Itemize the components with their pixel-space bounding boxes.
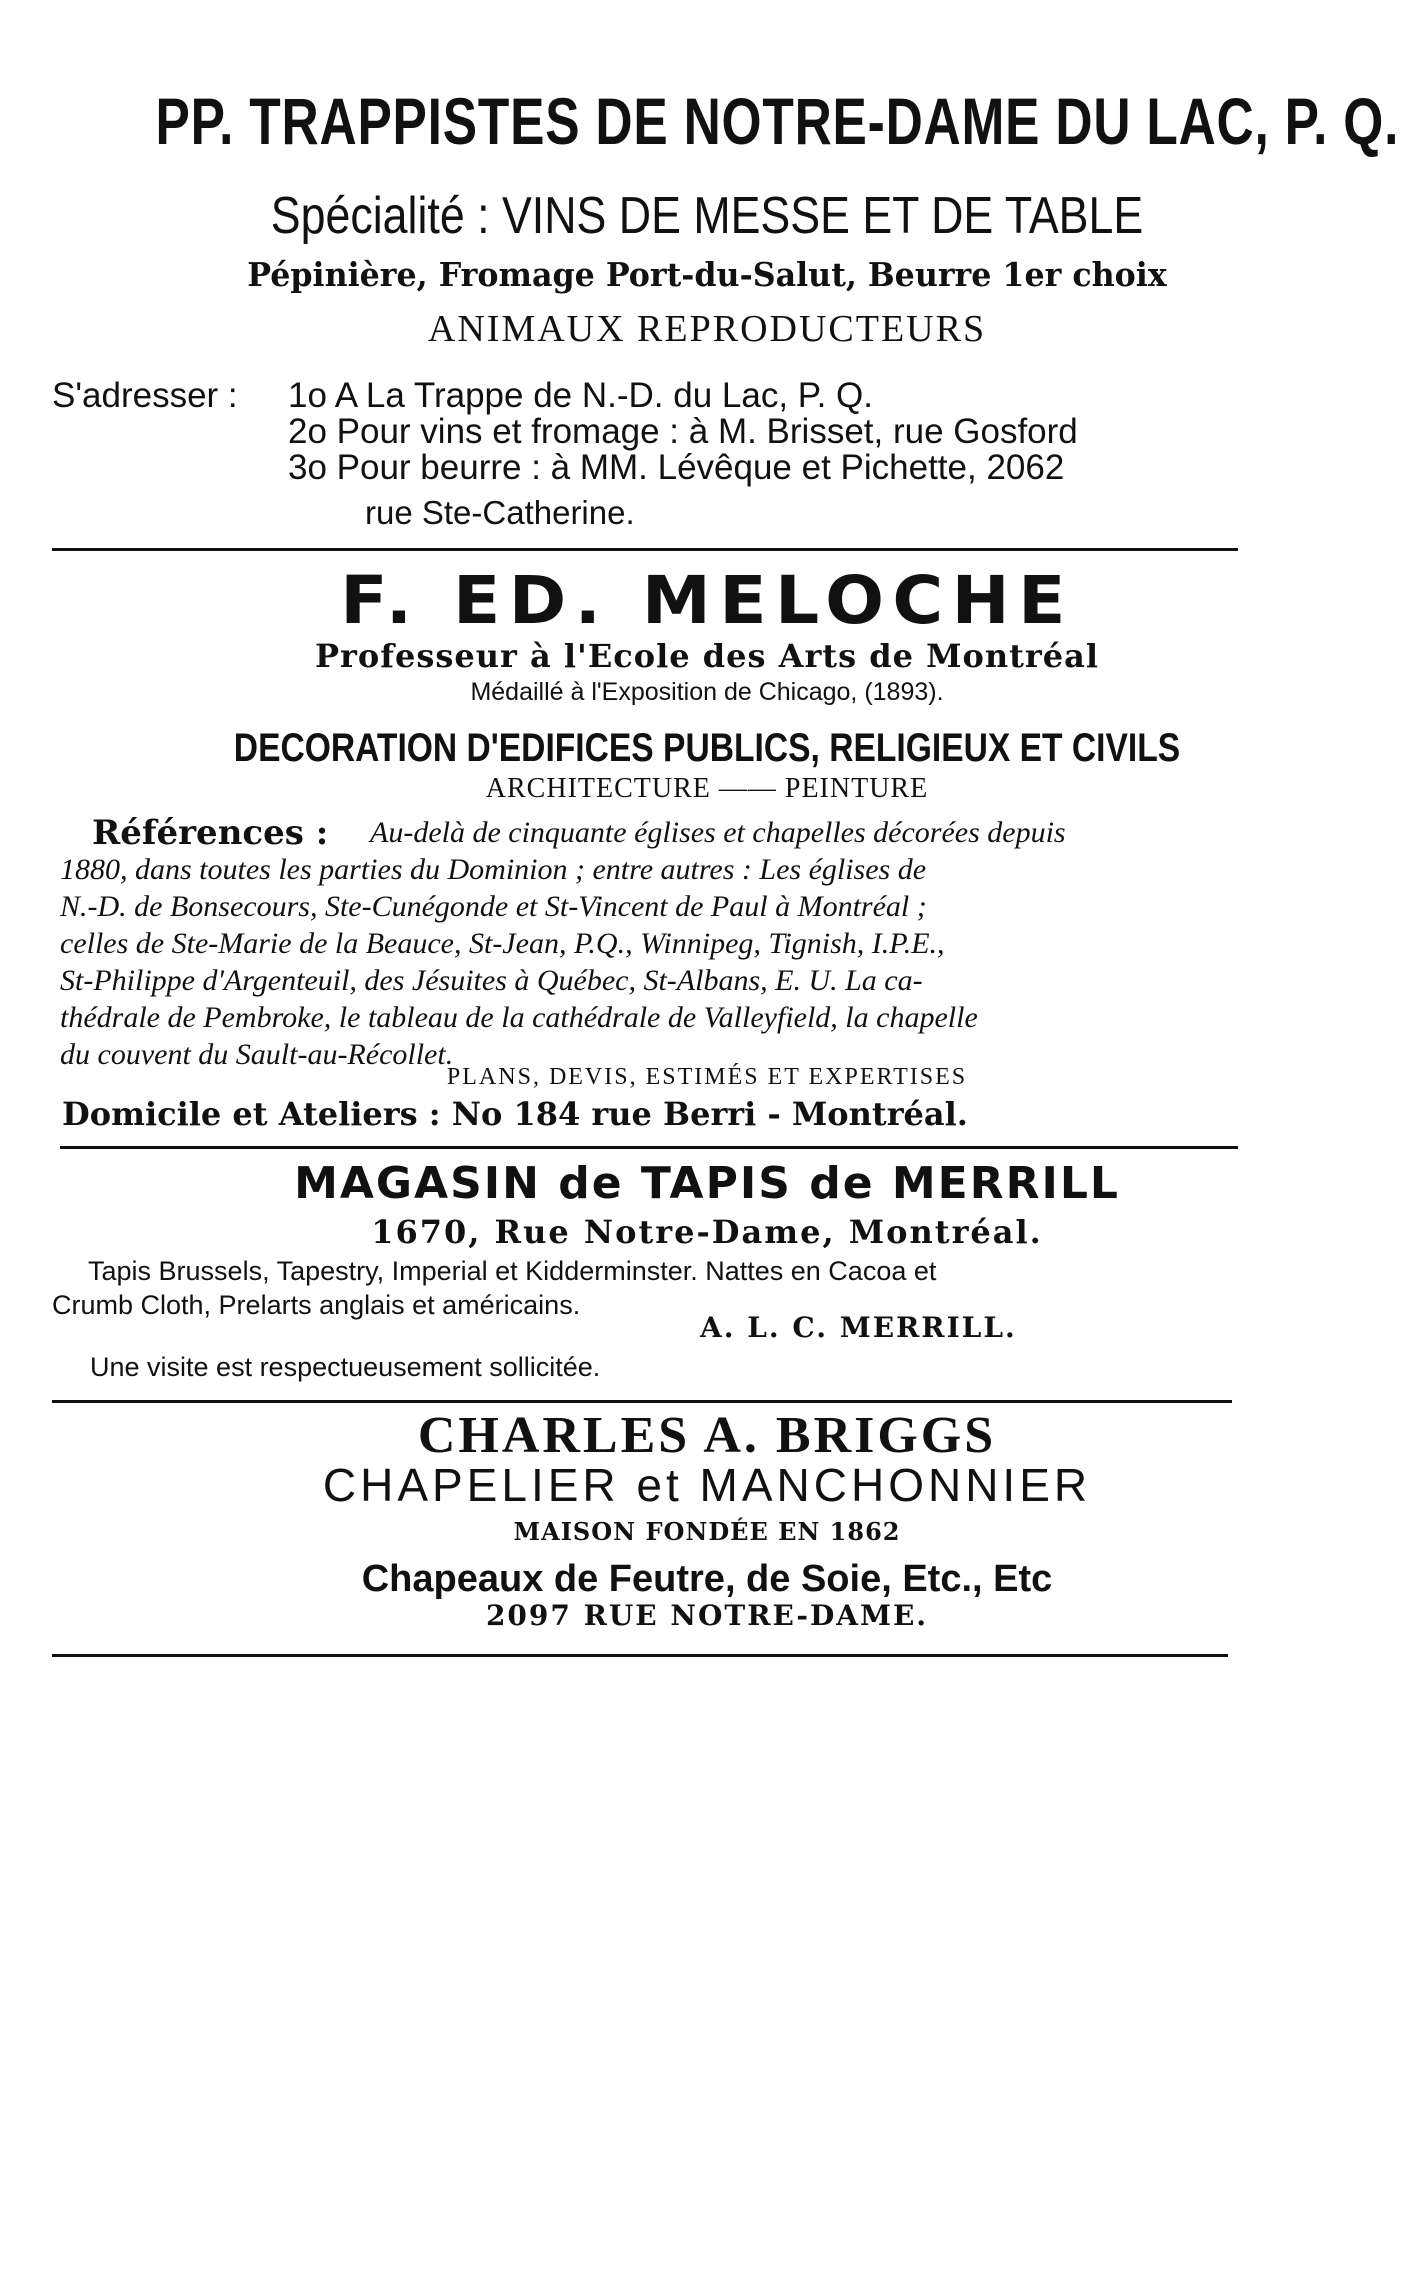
merrill-line: Crumb Cloth, Prelarts anglais et américains. bbox=[52, 1290, 581, 1320]
meloche-references-line: celles de Ste-Marie de la Beauce, St-Jean, P.Q., Winnipeg, Tignish, I.P.E., bbox=[60, 927, 945, 960]
trappistes-specialite: Spécialité : VINS DE MESSE ET DE TABLE bbox=[270, 187, 1144, 245]
meloche-references-label: Références : bbox=[92, 813, 329, 853]
section-divider bbox=[52, 1654, 1228, 1657]
merrill-signature: A. L. C. MERRILL. bbox=[700, 1311, 1017, 1344]
merrill-name: MAGASIN de TAPIS de MERRILL bbox=[294, 1158, 1120, 1209]
trappistes-address-line: 1o A La Trappe de N.-D. du Lac, P. Q. bbox=[288, 376, 874, 415]
meloche-references-line: St-Philippe d'Argenteuil, des Jésuites à Québec, St-Albans, E. U. La ca- bbox=[60, 964, 923, 997]
meloche-references-line: 1880, dans toutes les parties du Dominion ; entre autres : Les églises de bbox=[60, 853, 927, 886]
meloche-plans: PLANS, DEVIS, ESTIMÉS ET EXPERTISES bbox=[446, 1064, 968, 1090]
trappistes-address-line: 3o Pour beurre : à MM. Lévêque et Pichette, 2062 bbox=[288, 448, 1065, 487]
briggs-address: 2097 RUE NOTRE-DAME. bbox=[485, 1599, 929, 1632]
meloche-references-line: Au-delà de cinquante églises et chapelles décorées depuis bbox=[370, 816, 1066, 849]
trappistes-address-label: S'adresser : bbox=[52, 376, 238, 415]
trappistes-address-line: rue Ste-Catherine. bbox=[365, 494, 635, 531]
section-divider bbox=[60, 1146, 1238, 1149]
trappistes-animaux: ANIMAUX REPRODUCTEURS bbox=[427, 308, 987, 350]
meloche-references-line: thédrale de Pembroke, le tableau de la cathédrale de Valleyfield, la chapelle bbox=[60, 1001, 978, 1034]
meloche-professeur: Professeur à l'Ecole des Arts de Montréal bbox=[314, 637, 1100, 675]
meloche-medaille: Médaillé à l'Exposition de Chicago, (1893). bbox=[470, 678, 944, 706]
trappistes-title: PP. TRAPPISTES DE NOTRE-DAME DU LAC, P. Q. bbox=[155, 84, 1400, 158]
section-divider bbox=[52, 1400, 1232, 1403]
meloche-references-line: N.-D. de Bonsecours, Ste-Cunégonde et St-Vincent de Paul à Montréal ; bbox=[60, 890, 927, 923]
briggs-trade: CHAPELIER et MANCHONNIER bbox=[322, 1459, 1092, 1511]
briggs-maison: MAISON FONDÉE EN 1862 bbox=[513, 1517, 901, 1546]
merrill-visite: Une visite est respectueusement sollicitée. bbox=[90, 1352, 601, 1382]
merrill-line: Tapis Brussels, Tapestry, Imperial et Kidderminster. Nattes en Cacoa et bbox=[88, 1256, 937, 1286]
meloche-domicile: Domicile et Ateliers : No 184 rue Berri - Montréal. bbox=[62, 1095, 968, 1133]
meloche-architecture: ARCHITECTURE —— PEINTURE bbox=[485, 773, 929, 804]
trappistes-products: Pépinière, Fromage Port-du-Salut, Beurre 1er choix bbox=[247, 255, 1167, 294]
briggs-name: CHARLES A. BRIGGS bbox=[417, 1407, 997, 1464]
briggs-chapeaux: Chapeaux de Feutre, de Soie, Etc., Etc bbox=[361, 1558, 1053, 1600]
meloche-name: F. ED. MELOCHE bbox=[340, 562, 1074, 639]
trappistes-address-line: 2o Pour vins et fromage : à M. Brisset, rue Gosford bbox=[288, 412, 1078, 451]
meloche-decoration: DECORATION D'EDIFICES PUBLICS, RELIGIEUX ET CIVILS bbox=[233, 726, 1181, 770]
meloche-references-line: du couvent du Sault-au-Récollet. bbox=[60, 1038, 454, 1071]
merrill-address: 1670, Rue Notre-Dame, Montréal. bbox=[371, 1213, 1043, 1251]
section-divider bbox=[52, 548, 1238, 551]
